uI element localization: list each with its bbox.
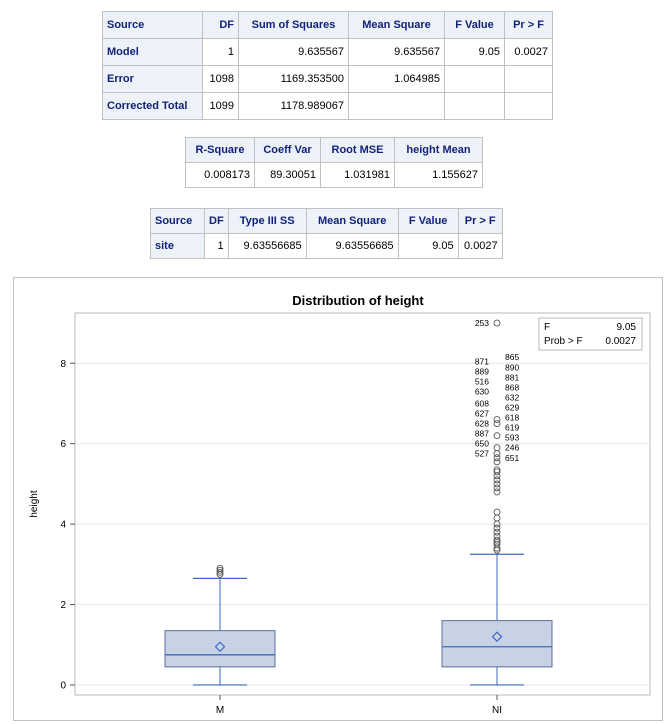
outlier-label: 628 (474, 418, 489, 429)
table-cell: 9.63556685 (306, 234, 398, 259)
anova-table (102, 11, 553, 120)
table-cell: 1098 (203, 66, 239, 93)
table-cell: 1178.989067 (239, 93, 349, 120)
anova-header-p: Pr > F (505, 12, 553, 39)
table-cell (445, 93, 505, 120)
plot-area (75, 313, 650, 695)
anova-row-label: Model (103, 39, 203, 66)
type3-header-source: Source (151, 209, 205, 234)
table-cell (445, 66, 505, 93)
outlier-label: 890 (505, 362, 520, 373)
fit-header-row (186, 138, 483, 163)
outlier-label: 527 (474, 448, 489, 459)
table-cell: 1.155627 (395, 163, 483, 188)
outlier-label: 650 (474, 438, 489, 449)
anova-header-ss: Sum of Squares (239, 12, 349, 39)
table-cell: 1169.353500 (239, 66, 349, 93)
outlier-label: 627 (474, 408, 489, 419)
anova-row-label: Error (103, 66, 203, 93)
x-tick-label: NI (492, 705, 502, 716)
outlier-label: 865 (505, 352, 520, 363)
boxplot-chart (13, 277, 663, 721)
type3-header-ms: Mean Square (306, 209, 398, 234)
table-cell: 0.008173 (186, 163, 255, 188)
y-tick-label: 6 (60, 439, 66, 451)
table-cell: 9.635567 (349, 39, 445, 66)
table-cell: 9.05 (398, 234, 458, 259)
inset-label: F (544, 322, 551, 333)
y-tick-label: 2 (60, 600, 66, 612)
table-row (186, 163, 483, 188)
table-cell: 9.05 (445, 39, 505, 66)
box-iqr (165, 631, 275, 667)
outlier-label: 871 (474, 356, 489, 367)
outlier-label: 516 (474, 376, 489, 387)
box-iqr (442, 621, 552, 667)
boxplot-svg (14, 278, 662, 720)
table-cell (349, 93, 445, 120)
anova-header-ms: Mean Square (349, 12, 445, 39)
type3-header-f: F Value (398, 209, 458, 234)
fit-header-rsquare: R-Square (186, 138, 255, 163)
y-axis-title: height (29, 490, 40, 518)
outlier-label: 630 (474, 386, 489, 397)
fit-header-rootmse: Root MSE (321, 138, 395, 163)
type3-row-label: site (151, 234, 205, 259)
outlier-label: 868 (505, 382, 520, 393)
outlier-label: 246 (505, 442, 520, 453)
anova-header-source: Source (103, 12, 203, 39)
table-cell: 0.0027 (458, 234, 502, 259)
inset-box (539, 318, 642, 350)
outlier-label: 889 (474, 366, 489, 377)
table-cell: 1 (205, 234, 229, 259)
type3-table (150, 208, 503, 259)
outlier-label: 629 (505, 402, 520, 413)
table-row (103, 93, 553, 120)
anova-header-f: F Value (445, 12, 505, 39)
table-cell: 1 (203, 39, 239, 66)
chart-title: Distribution of height (292, 293, 424, 308)
outlier-label: 881 (505, 372, 520, 383)
type3-header-row (151, 209, 503, 234)
table-cell (505, 93, 553, 120)
table-cell: 9.635567 (239, 39, 349, 66)
fit-statistics-table (185, 137, 483, 188)
table-cell: 89.30051 (255, 163, 321, 188)
inset-value: 9.05 (616, 322, 636, 333)
inset-label: Prob > F (544, 336, 583, 347)
anova-row-label: Corrected Total (103, 93, 203, 120)
inset-value: 0.0027 (605, 336, 636, 347)
table-cell: 9.63556685 (228, 234, 306, 259)
table-cell: 1.064985 (349, 66, 445, 93)
table-cell: 0.0027 (505, 39, 553, 66)
fit-header-coeffvar: Coeff Var (255, 138, 321, 163)
x-tick-label: M (215, 705, 225, 716)
type3-header-ss: Type III SS (228, 209, 306, 234)
outlier-label: 618 (505, 412, 520, 423)
anova-header-row (103, 12, 553, 39)
table-row (151, 234, 503, 259)
outlier-label: 619 (505, 422, 520, 433)
outlier-label: 593 (505, 432, 520, 443)
table-cell: 1099 (203, 93, 239, 120)
outlier-label: 651 (505, 452, 520, 463)
table-row (103, 39, 553, 66)
table-row (103, 66, 553, 93)
table-cell (505, 66, 553, 93)
outlier-label: 253 (474, 318, 489, 329)
anova-header-df: DF (203, 12, 239, 39)
y-tick-label: 4 (60, 519, 66, 531)
y-tick-label: 8 (60, 358, 66, 370)
y-tick-label: 0 (60, 680, 66, 692)
outlier-label: 887 (474, 428, 489, 439)
fit-header-mean: height Mean (395, 138, 483, 163)
type3-header-p: Pr > F (458, 209, 502, 234)
outlier-label: 632 (505, 392, 520, 403)
outlier-label: 608 (474, 398, 489, 409)
table-cell: 1.031981 (321, 163, 395, 188)
type3-header-df: DF (205, 209, 229, 234)
